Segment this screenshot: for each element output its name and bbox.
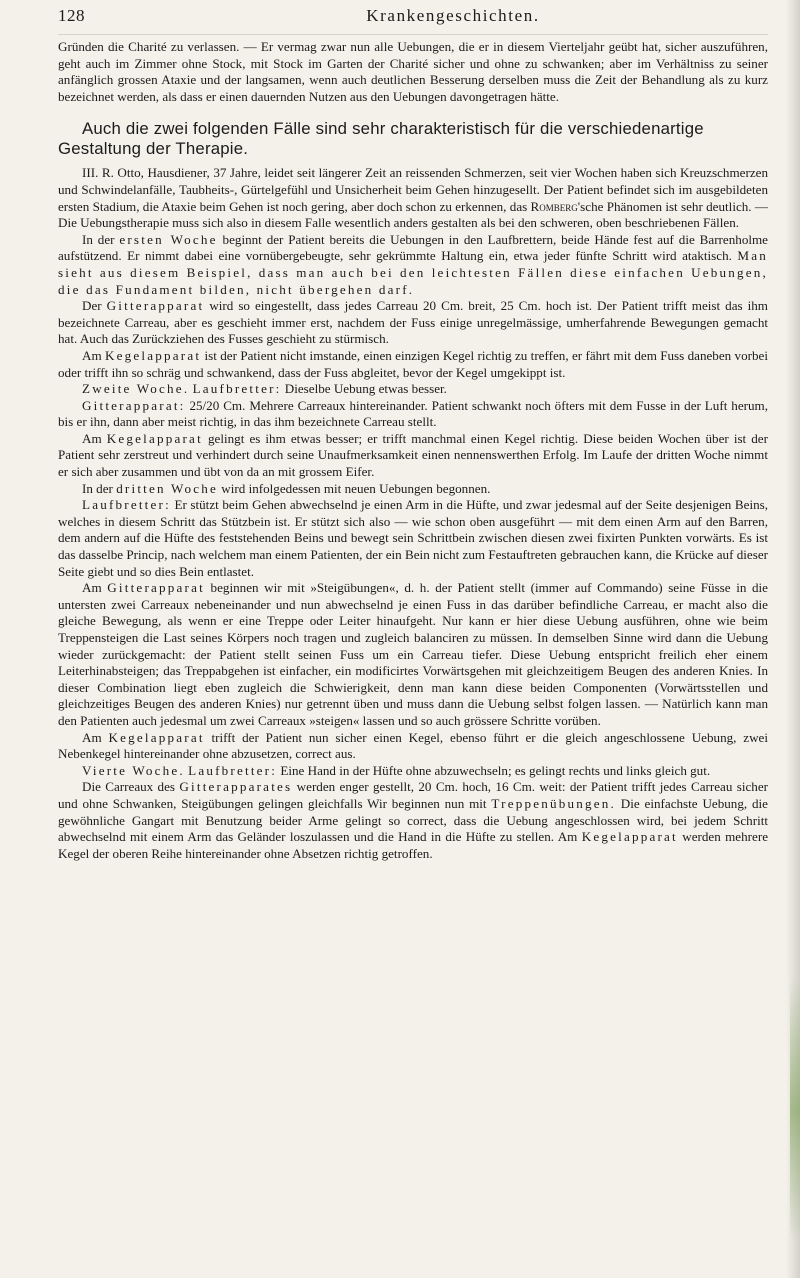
page-edge-stain: [790, 980, 800, 1240]
apparatus-label: Kegelapparat: [581, 829, 678, 845]
text-run: trifft der Patient nun sicher einen Kegel, ebenso führt er die gleich angeschlossene Uebung, zwei Nebenkegel hintereinander ohne abzusetzen, correct aus.: [58, 729, 768, 762]
text-run: Die Carreaux des: [82, 779, 180, 795]
text-run: ist der Patient nicht imstande, einen einzigen Kegel richtig zu treffen, er fährt mit dem Fuss daneben vorbei oder trifft ihn so schräg und schwankend, dass der Fuss abgleitet, bevor der Kegel umgekippt ist.: [58, 347, 769, 380]
case-report: [58, 165, 768, 862]
exercise-label: Treppenübungen.: [491, 795, 616, 811]
emphasized-text: Man sieht aus diesem Beispiel, dass man auch bei den leichtesten Fällen diese einfachen Uebungen, die das Fundament bilden, nicht übergehen darf.: [58, 248, 768, 297]
case-paragraph: [58, 763, 768, 780]
apparatus-label: Laufbretter:: [82, 497, 171, 513]
case-paragraph: [58, 165, 768, 231]
case-paragraph: [58, 398, 768, 431]
week-label: Vierte Woche.: [82, 762, 185, 778]
apparatus-label: Kegelapparat: [108, 729, 205, 745]
text-run: wird infolgedessen mit neuen Uebungen begonnen.: [218, 480, 491, 496]
case-paragraph: [58, 232, 768, 298]
text-run: 25/20 Cm. Mehrere Carreaux hintereinander. Patient schwankt noch öfters mit dem Fusse in der Luft herum, bis er ihn, dann aber meist richtig, in das ihm bezeichnete Carreau stellt.: [58, 397, 768, 430]
text-run: beginnen wir mit »Steigübungen«, d. h. der Patient stellt (immer auf Commando) seine Füsse in die untersten zwei Carreaux nebeneinander und nun abwechselnd je einen Fuss in das darüber befindliche Carreau, er macht also die gleiche Bewegung, als wenn er eine Treppe oder Leiter hinaufgeht. Nur kann er hier diese Uebung ausführen, ohne wie beim Treppensteigen die Last seines Körpers noch tragen und zugleich balanciren zu müssen. In demselben Sinne wird dann die Uebung wieder zurückgemacht: der Patient stellt seinen Fuss um ein Carreau tiefer. Diese Uebung entspricht freilich eher einem Leiterhinabsteigen; das Treppabgehen ist einfacher, ein modificirtes Vorwärtsgehen mit gleichzeitigem Beugen des anderen Knies. In dieser Combination liegt eben zugleich die Schwierigkeit, denn man kann diese beiden Componenten (Vorwärtsstellen und gleichzeitiges Beugen des anderen Knies) nur getrennt üben und muss dann die Uebung selbst folgen lassen. — Natürlich kann man den Patienten auch jedesmal um zwei Carreaux »steigen« lassen und so auch grössere Schritte vorüben.: [58, 580, 768, 728]
text-run: werden enger gestellt, 20 Cm. hoch, 16 Cm. weit: der Patient trifft jedes Carreau sicher und ohne Schwanken, Steigübungen gelingen gleichfalls Wir beginnen nun mit: [58, 779, 768, 811]
apparatus-label: Gitterapparat:: [82, 397, 186, 413]
text-run: beginnt der Patient bereits die Uebungen in den Laufbrettern, beide Hände fest auf die Barrenholme aufstützend. Er nimmt dabei eine vornübergebeugte, sehr gekrümmte Haltung ein, etwa jeder fünfte Schritt wird ataktisch.: [58, 231, 768, 264]
case-paragraph: [58, 730, 768, 763]
case-paragraph: [58, 348, 768, 381]
text-run: 'sche Phänomen ist sehr deutlich. — Die Uebungstherapie muss sich also in diesem Falle wesentlich anders gestalten als bei den schweren, oben beschriebenen Fällen.: [58, 198, 768, 231]
text-run: Eine Hand in der Hüfte ohne abzuwechseln; es gelingt rechts und links gleich gut.: [277, 762, 711, 778]
text-run: Am: [82, 430, 107, 446]
text-run: Der: [82, 298, 107, 314]
section-heading: [58, 119, 768, 159]
text-run: Er stützt beim Gehen abwechselnd je einen Arm in die Hüfte, und zwar jedesmal auf der Seite desjenigen Beins, welches in diesem Schritt das Stützbein ist. Er stützt sich also — wie schon oben ausgeführt — mit dem einen Arm auf den Barren, dem andern auf die Hüfte des feststehenden Beins und bewegt sein Schrittbein zwischen diesen zwei fixirten Punkten vorwärts. Es ist das dasselbe Princip, nach welchem man einem Patienten, der ein Bein nicht zum Festauftreten gebrauchen kann, die Krücke auf dieser Seite giebt und so dies Bein entlastet.: [58, 497, 768, 579]
text-run: werden mehrere Kegel der oberen Reihe hintereinander ohne Absetzen richtig getroffen.: [58, 829, 769, 861]
page-number: 128: [58, 6, 85, 25]
body-text: [58, 39, 768, 105]
apparatus-label: Laufbretter:: [192, 381, 282, 397]
apparatus-label: Laufbretter:: [188, 762, 278, 778]
text-run: Am: [82, 729, 109, 745]
text-run: Am: [82, 580, 108, 596]
text-run: Dieselbe Uebung etwas besser.: [281, 381, 447, 397]
apparatus-label: Kegelapparat: [106, 430, 203, 446]
week-label: ersten Woche: [119, 231, 218, 247]
author-name: Romberg: [530, 198, 578, 214]
apparatus-label: Gitterapparat: [107, 580, 205, 596]
text-run: gelingt es ihm etwas besser; er trifft manchmal einen Kegel richtig. Diese beiden Wochen über ist der Patient sehr zerstreut und verhindert durch seine Unaufmerksamkeit einen nennenswerthen Erfolg. Im Laufe der dritten Woche nimmt er sich aber zusammen und übt von da an mit grossem Eifer.: [58, 430, 768, 480]
week-label: Zweite Woche.: [82, 381, 190, 397]
case-paragraph: [58, 580, 768, 729]
case-paragraph: [58, 381, 768, 398]
case-paragraph: [58, 298, 768, 348]
text-run: Die einfachste Uebung, die gewöhnliche Gangart mit Benutzung beider Arme gelingt so correct, dass die Uebung angeschlossen wird, bei jedem Schritt abwechselnd mit einem Arm das Geländer loszulassen und die Hand in die Hüfte zu stellen. Am: [58, 795, 768, 845]
apparatus-label: Gitterapparates: [179, 779, 293, 795]
text-run: In der: [82, 480, 117, 496]
page-header: [58, 6, 768, 35]
section-heading-text: Auch die zwei folgenden Fälle sind sehr charakteristisch für die verschiedenartige Gestaltung der Therapie.: [58, 119, 704, 159]
intro-paragraph: Gründen die Charité zu verlassen. — Er vermag zwar nun alle Uebungen, die er in diesem Vierteljahr geübt hat, sicher auszuführen, geht auch im Zimmer ohne Stock, mit Stock im Garten der Charité sicher und ohne zu schwanken; aber im Verhältniss zu seiner anfänglich grossen Ataxie und der langsamen, wenn auch deutlichen Besserung derselben muss die Zeit der Behandlung als zu kurz bezeichnet werden, als dass er einen dauernden Nutzen aus den Uebungen davongetragen hätte.: [58, 39, 768, 104]
apparatus-label: Kegelapparat: [105, 347, 202, 363]
case-paragraph: [58, 481, 768, 498]
text-run: In der: [82, 231, 120, 247]
case-paragraph: [58, 431, 768, 481]
text-run: Am: [82, 347, 105, 363]
week-label: dritten Woche: [116, 480, 219, 496]
text-run: III. R. Otto, Hausdiener, 37 Jahre, leidet seit längerer Zeit an reissenden Schmerzen, seit vier Wochen haben sich Kreuzschmerzen und Schwindelanfälle, Taubheits-, Gürtelgefühl und Unsicherheit beim Gehen hinzugesellt. Der Patient befindet sich im ausgebildeten ersten Stadium, die Ataxie beim Gehen ist noch gering, aber doch schon zu erkennen, das: [58, 165, 768, 214]
case-paragraph: [58, 779, 768, 862]
apparatus-label: Gitterapparat: [106, 298, 205, 314]
running-head: Krankengeschichten.: [366, 6, 540, 25]
case-paragraph: [58, 497, 768, 580]
text-run: wird so eingestellt, dass jedes Carreau 20 Cm. breit, 25 Cm. hoch ist. Der Patient trifft meist das ihm bezeichnete Carreau, aber es geschieht immer erst, nachdem der Fuss einige unregelmässige, umherfahrende Bewegungen gemacht hat. Auch das Zurückziehen des Fusses geschieht zu stürmisch.: [58, 298, 768, 347]
